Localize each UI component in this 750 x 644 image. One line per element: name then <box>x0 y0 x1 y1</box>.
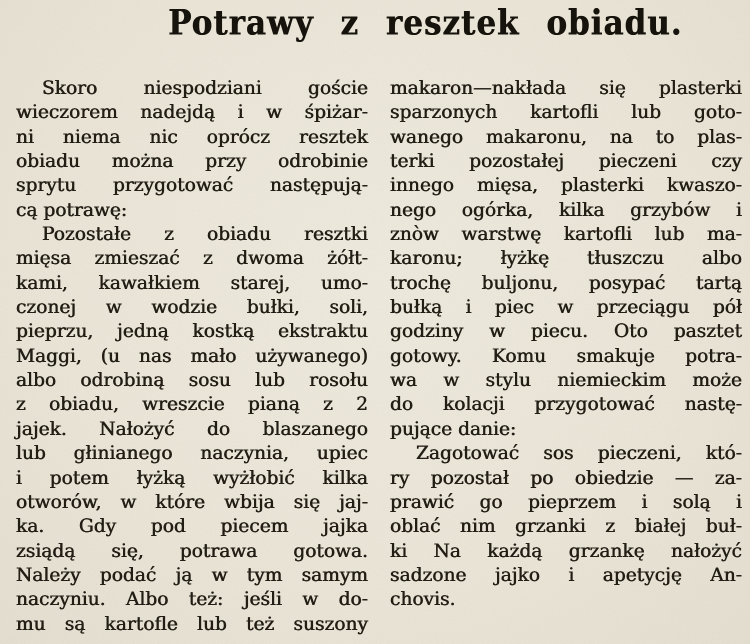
text-line: mięsa zmieszać z dwoma żółt- <box>16 248 368 270</box>
text-line: sprytu przygotować następują- <box>16 175 368 197</box>
text-line: prawić go pieprzem i solą i <box>390 491 742 513</box>
text-line: zsiądą się, potrawa gotowa. <box>16 540 368 562</box>
right-column <box>390 77 742 613</box>
text-line: wanego makaronu, na to plas- <box>390 126 742 148</box>
text-line: gotowy. Komu smakuje potra- <box>390 345 742 367</box>
text-line: terki pozostałej pieczeni czy <box>390 151 742 173</box>
article-title: Potrawy z resztek obiadu. <box>168 3 683 44</box>
text-line: bułką i piec w przeciągu pół <box>390 297 742 319</box>
text-line: ni niema nic oprócz resztek <box>16 126 368 148</box>
text-line: innego mięsa, plasterki kwaszo- <box>390 175 742 197</box>
left-column <box>16 77 368 637</box>
text-line: obiadu można przy odrobinie <box>16 151 368 173</box>
text-line: mu są kartofle lub też suszony <box>16 613 368 635</box>
text-line: godziny w piecu. Oto pasztet <box>390 321 742 343</box>
text-line: Maggi, (u nas mało używanego) <box>16 345 368 367</box>
text-line: Zagotować sos pieczeni, któ- <box>416 443 742 465</box>
text-line: lub głinianego naczynia, upiec <box>16 443 368 465</box>
text-line: otworów, w które wbija się jaj- <box>16 491 368 513</box>
text-line: wa w stylu niemieckim może <box>390 370 742 392</box>
text-line: pieprzu, jedną kostką ekstraktu <box>16 321 368 343</box>
text-line: sparzonych kartofli lub goto- <box>390 102 742 124</box>
text-line: chovis. <box>390 589 456 611</box>
text-line: i potem łyżką wyżłobić kilka <box>16 467 368 489</box>
text-line: znòw warstwę kartofli lub ma- <box>390 224 742 246</box>
text-line: ki Na każdą grzankę nałożyć <box>390 540 742 562</box>
text-line: cą potrawę: <box>16 199 128 221</box>
text-line: jajek. Nałożyć do blaszanego <box>16 418 368 440</box>
text-line: trochę buljonu, posypać tartą <box>390 272 742 294</box>
text-line: Należy podać ją w tym samym <box>16 564 368 586</box>
text-line: wieczorem nadejdą i w śpiżar- <box>16 102 368 124</box>
text-line: z obiadu, wreszcie pianą z 2 <box>16 394 368 416</box>
text-line: ry pozostał po obiedzie — za- <box>390 467 742 489</box>
text-line: pujące danie: <box>390 418 517 440</box>
text-line: sadzone jajko i apetycję An- <box>390 564 742 586</box>
text-line: kami, kawałkiem starej, umo- <box>16 272 368 294</box>
text-line: makaron—nakłada się plasterki <box>390 78 742 99</box>
text-line: Skoro niespodziani goście <box>42 78 368 99</box>
text-line: czonej w wodzie bułki, soli, <box>16 297 368 319</box>
text-line: naczyniu. Albo też: jeśli w do- <box>16 589 368 611</box>
text-line: nego ogórka, kilka grzybów i <box>390 199 742 221</box>
text-line: do kolacji przygotować nastę- <box>390 394 742 416</box>
text-line: karonu; łyżkę tłuszczu albo <box>390 248 742 270</box>
text-line: ka. Gdy pod piecem jajka <box>16 516 368 538</box>
text-line: albo odrobiną sosu lub rosołu <box>16 370 368 392</box>
text-line: Pozostałe z obiadu resztki <box>42 224 368 246</box>
text-line: oblać nim grzanki z białej buł- <box>390 516 742 538</box>
